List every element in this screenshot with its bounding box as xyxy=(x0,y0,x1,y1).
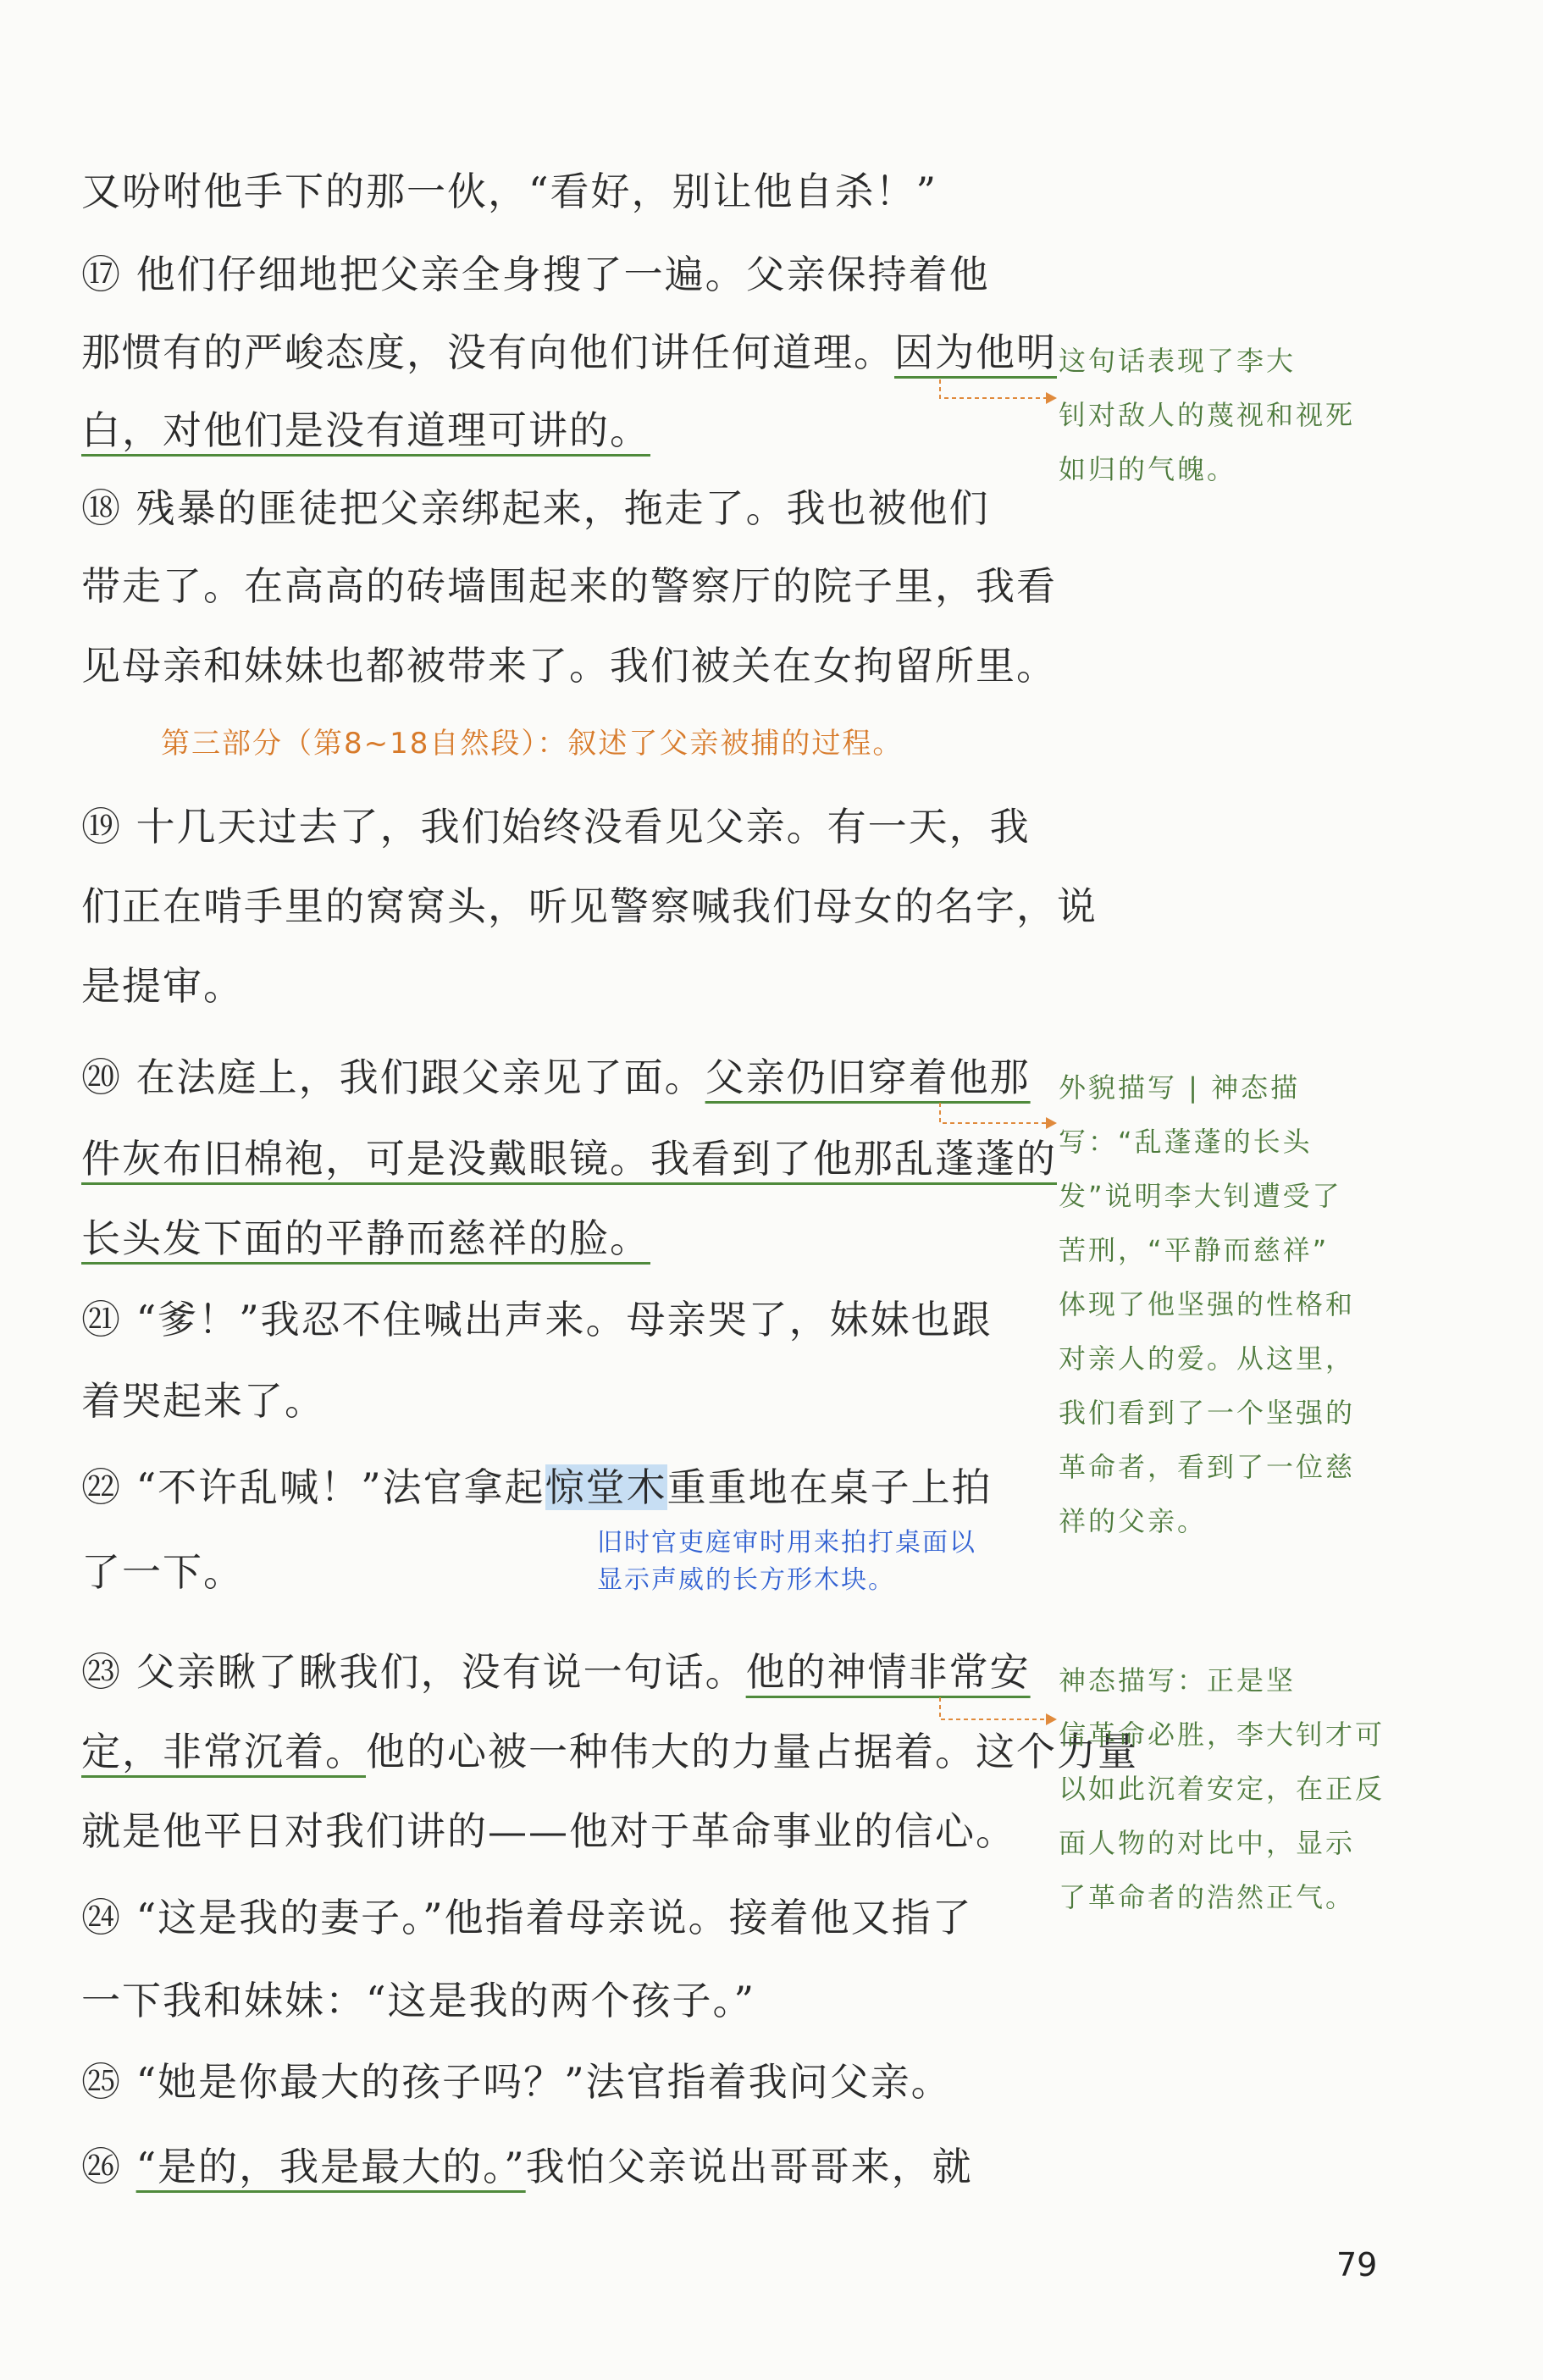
text-line: 是提审。 xyxy=(81,963,244,1009)
annotation-line: 苦刑，“平静而慈祥” xyxy=(1059,1234,1330,1266)
annotation-line: 面人物的对比中，显示 xyxy=(1059,1827,1356,1859)
annotation-line: 革命者，看到了一位慈 xyxy=(1059,1451,1356,1483)
underlined-sentence: 我看到了他那乱蓬蓬的 xyxy=(650,1136,1057,1182)
text-segment: ⑳ 在法庭上，我们跟父亲见了面。 xyxy=(81,1054,705,1100)
annotation-line: 如归的气魄。 xyxy=(1059,453,1237,485)
annotation-line: 钊对敌人的蔑视和视死 xyxy=(1059,399,1356,431)
text-segment: ㉖ xyxy=(81,2144,122,2189)
annotation-line: 外貌描写 | 神态描 xyxy=(1059,1071,1301,1104)
annotation-line: 写：“乱蓬蓬的长头 xyxy=(1059,1126,1313,1158)
text-line: 又吩咐他手下的那一伙，“看好，别让他自杀！” xyxy=(81,169,938,214)
text-segment: ㉒ “不许乱喊！”法官拿起 xyxy=(81,1464,545,1510)
text-line: 见母亲和妹妹也都被带来了。我们被关在女拘留所里。 xyxy=(81,643,1057,689)
arrow-icon xyxy=(940,379,1057,404)
annotation-line: 发”说明李大钊遭受了 xyxy=(1059,1180,1342,1212)
text-line: ⑲ 十几天过去了，我们始终没看见父亲。有一天，我 xyxy=(81,804,1031,850)
underlined-sentence: 他的神情非常安 xyxy=(745,1649,1031,1695)
page-number: 79 xyxy=(1336,2246,1378,2283)
text-line: ㉔ “这是我的妻子。”他指着母亲说。接着他又指了 xyxy=(81,1895,973,1940)
annotation-line: 祥的父亲。 xyxy=(1059,1505,1208,1537)
annotation-line: 体现了他坚强的性格和 xyxy=(1059,1288,1356,1320)
text-segment: ㉓ 父亲瞅了瞅我们，没有说一句话。 xyxy=(81,1649,746,1695)
text-segment: 重重地在桌子上拍 xyxy=(666,1464,993,1510)
part-summary: 第三部分（第8~18自然段）：叙述了父亲被捕的过程。 xyxy=(161,727,904,761)
underlined-sentence: 长头发下面的平静而慈祥的脸。 xyxy=(81,1215,650,1261)
arrow-icon xyxy=(940,1103,1057,1129)
gloss-line: 旧时官吏庭审时用来拍打桌面以 xyxy=(597,1528,976,1558)
text-segment: 我怕父亲说出哥哥来，就 xyxy=(525,2144,973,2189)
text-line: 了一下。 xyxy=(81,1549,244,1595)
text-line: 一下我和妹妹：“这是我的两个孩子。” xyxy=(81,1978,756,2023)
text-line: ㉕ “她是你最大的孩子吗？”法官指着我问父亲。 xyxy=(81,2059,952,2105)
annotation-line: 我们看到了一个坚强的 xyxy=(1059,1397,1356,1429)
underlined-sentence: 父亲仍旧穿着他那 xyxy=(705,1054,1031,1100)
underlined-sentence: 件灰布旧棉袍，可是没戴眼镜。 xyxy=(81,1136,650,1182)
text-line: ㉑ “爹！”我忍不住喊出声来。母亲哭了，妹妹也跟 xyxy=(81,1297,993,1342)
annotation-line: 信革命必胜，李大钊才可 xyxy=(1059,1719,1385,1751)
annotation-line: 神态描写：正是坚 xyxy=(1059,1664,1297,1696)
annotation-line: 对亲人的爱。从这里， xyxy=(1059,1342,1356,1375)
text-segment: 那惯有的严峻态度，没有向他们讲任何道理。 xyxy=(81,329,894,375)
text-line: 着哭起来了。 xyxy=(81,1378,325,1424)
gloss-line: 显示声威的长方形木块。 xyxy=(597,1565,895,1595)
text-line: ⑱ 残暴的匪徒把父亲绑起来，拖走了。我也被他们 xyxy=(81,485,990,531)
highlighted-term: 惊堂木 xyxy=(545,1464,667,1510)
underlined-sentence: 白，对他们是没有道理可讲的。 xyxy=(81,407,650,453)
arrow-icon xyxy=(940,1697,1057,1725)
annotation-line: 以如此沉着安定，在正反 xyxy=(1059,1773,1385,1805)
text-line: 就是他平日对我们讲的——他对于革命事业的信心。 xyxy=(81,1808,1016,1854)
text-line: 们正在啃手里的窝窝头，听见警察喊我们母女的名字，说 xyxy=(81,883,1098,929)
annotation-line: 了革命者的浩然正气。 xyxy=(1059,1881,1356,1913)
underlined-sentence: “是的，我是最大的。” xyxy=(135,2144,526,2189)
text-segment: 他的心被一种伟大的力量占据着。这个力量 xyxy=(366,1729,1138,1774)
text-line: ⑰ 他们仔细地把父亲全身搜了一遍。父亲保持着他 xyxy=(81,252,990,297)
annotation-line: 这句话表现了李大 xyxy=(1059,345,1297,377)
underlined-sentence: 定，非常沉着。 xyxy=(81,1729,366,1774)
text-line: 带走了。在高高的砖墙围起来的警察厅的院子里，我看 xyxy=(81,563,1057,609)
underlined-sentence: 因为他明 xyxy=(894,329,1057,375)
